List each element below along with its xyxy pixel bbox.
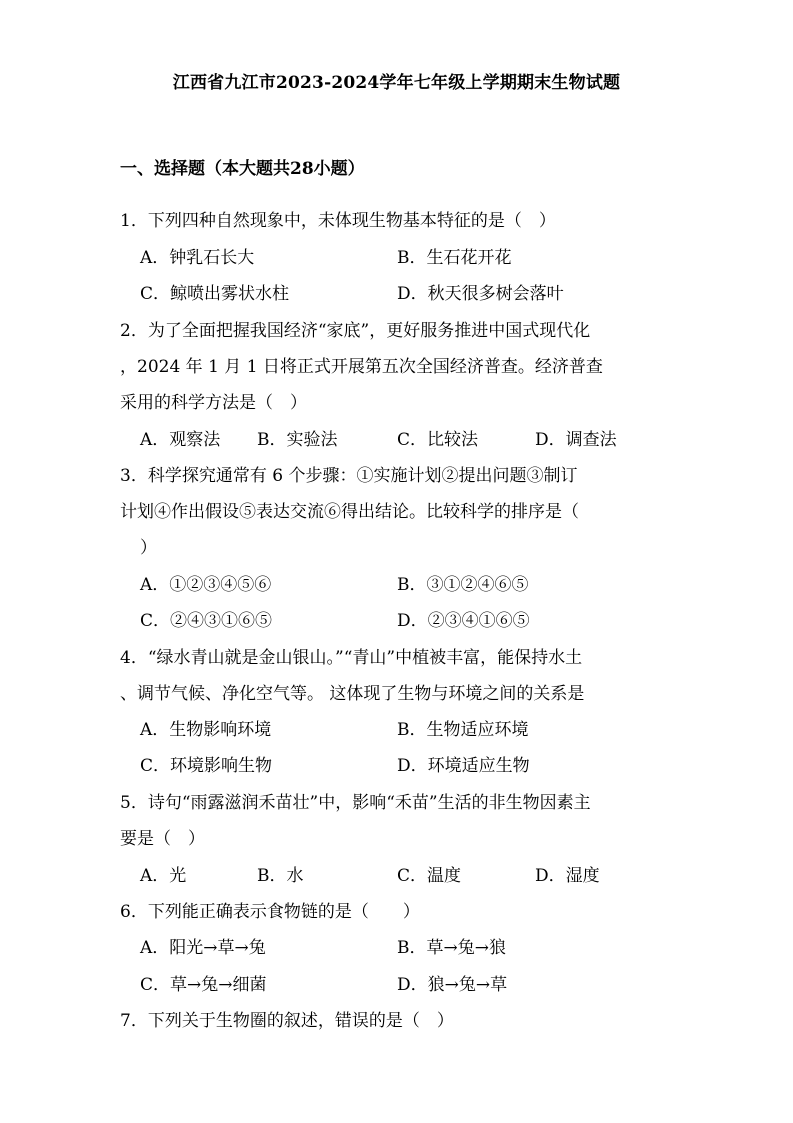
q4-option-a: A．生物影响环境: [140, 720, 272, 740]
question-3-line-3: ）: [140, 538, 157, 558]
q2-option-c: C．比较法: [397, 430, 479, 450]
q1-option-d: D．秋天很多树会落叶: [397, 284, 564, 304]
q6-option-d: D．狼→兔→草: [397, 975, 508, 995]
q5-option-b: B．水: [257, 866, 304, 886]
exam-title: 江西省九江市2023-2024学年七年级上学期期末生物试题: [172, 73, 621, 93]
q2-option-b: B．实验法: [257, 430, 338, 450]
q6-option-b: B．草→兔→狼: [397, 938, 506, 958]
q3-option-b: B．③①②④⑥⑤: [397, 575, 529, 595]
question-4-line-2: 、调节气候、净化空气等。 这体现了生物与环境之间的关系是: [120, 684, 585, 704]
q1-option-b: B．生石花开花: [397, 248, 512, 268]
q4-option-b: B．生物适应环境: [397, 720, 529, 740]
question-6: 6．下列能正确表示食物链的是（ ）: [120, 902, 420, 922]
q6-option-a: A．阳光→草→兔: [140, 938, 266, 958]
q3-option-c: C．②④③①⑥⑤: [140, 611, 273, 631]
question-7: 7．下列关于生物圈的叙述，错误的是（ ）: [120, 1011, 454, 1031]
q3-option-d: D．②③④①⑥⑤: [397, 611, 530, 631]
question-2-line-3: 采用的科学方法是（ ）: [120, 393, 307, 413]
q2-option-d: D．调查法: [535, 430, 617, 450]
question-5-line-2: 要是（ ）: [120, 829, 205, 849]
q1-option-c: C．鲸喷出雾状水柱: [140, 284, 290, 304]
question-1: 1．下列四种自然现象中，未体现生物基本特征的是（ ）: [120, 211, 556, 231]
question-2-line-1: 2．为了全面把握我国经济“家底”，更好服务推进中国式现代化: [120, 321, 591, 341]
q6-option-c: C．草→兔→细菌: [140, 975, 267, 995]
question-5-line-1: 5．诗句“雨露滋润禾苗壮”中，影响“禾苗”生活的非生物因素主: [120, 793, 591, 813]
q4-option-c: C．环境影响生物: [140, 756, 273, 776]
section-heading: 一、选择题（本大题共28小题）: [120, 159, 365, 179]
q5-option-a: A．光: [140, 866, 187, 886]
question-4-line-1: 4．“绿水青山就是金山银山。”“青山”中植被丰富，能保持水土: [120, 648, 583, 668]
q1-option-a: A．钟乳石长大: [140, 248, 255, 268]
q2-option-a: A．观察法: [140, 430, 221, 450]
question-3-line-2: 计划④作出假设⑤表达交流⑥得出结论。比较科学的排序是（: [120, 502, 579, 522]
q5-option-d: D．湿度: [535, 866, 600, 886]
q4-option-d: D．环境适应生物: [397, 756, 530, 776]
q5-option-c: C．温度: [397, 866, 462, 886]
question-2-line-2: ，2024 年 1 月 1 日将正式开展第五次全国经济普查。经济普查: [120, 357, 603, 377]
q3-option-a: A．①②③④⑤⑥: [140, 575, 272, 595]
question-3-line-1: 3．科学探究通常有 6 个步骤：①实施计划②提出问题③制订: [120, 466, 578, 486]
